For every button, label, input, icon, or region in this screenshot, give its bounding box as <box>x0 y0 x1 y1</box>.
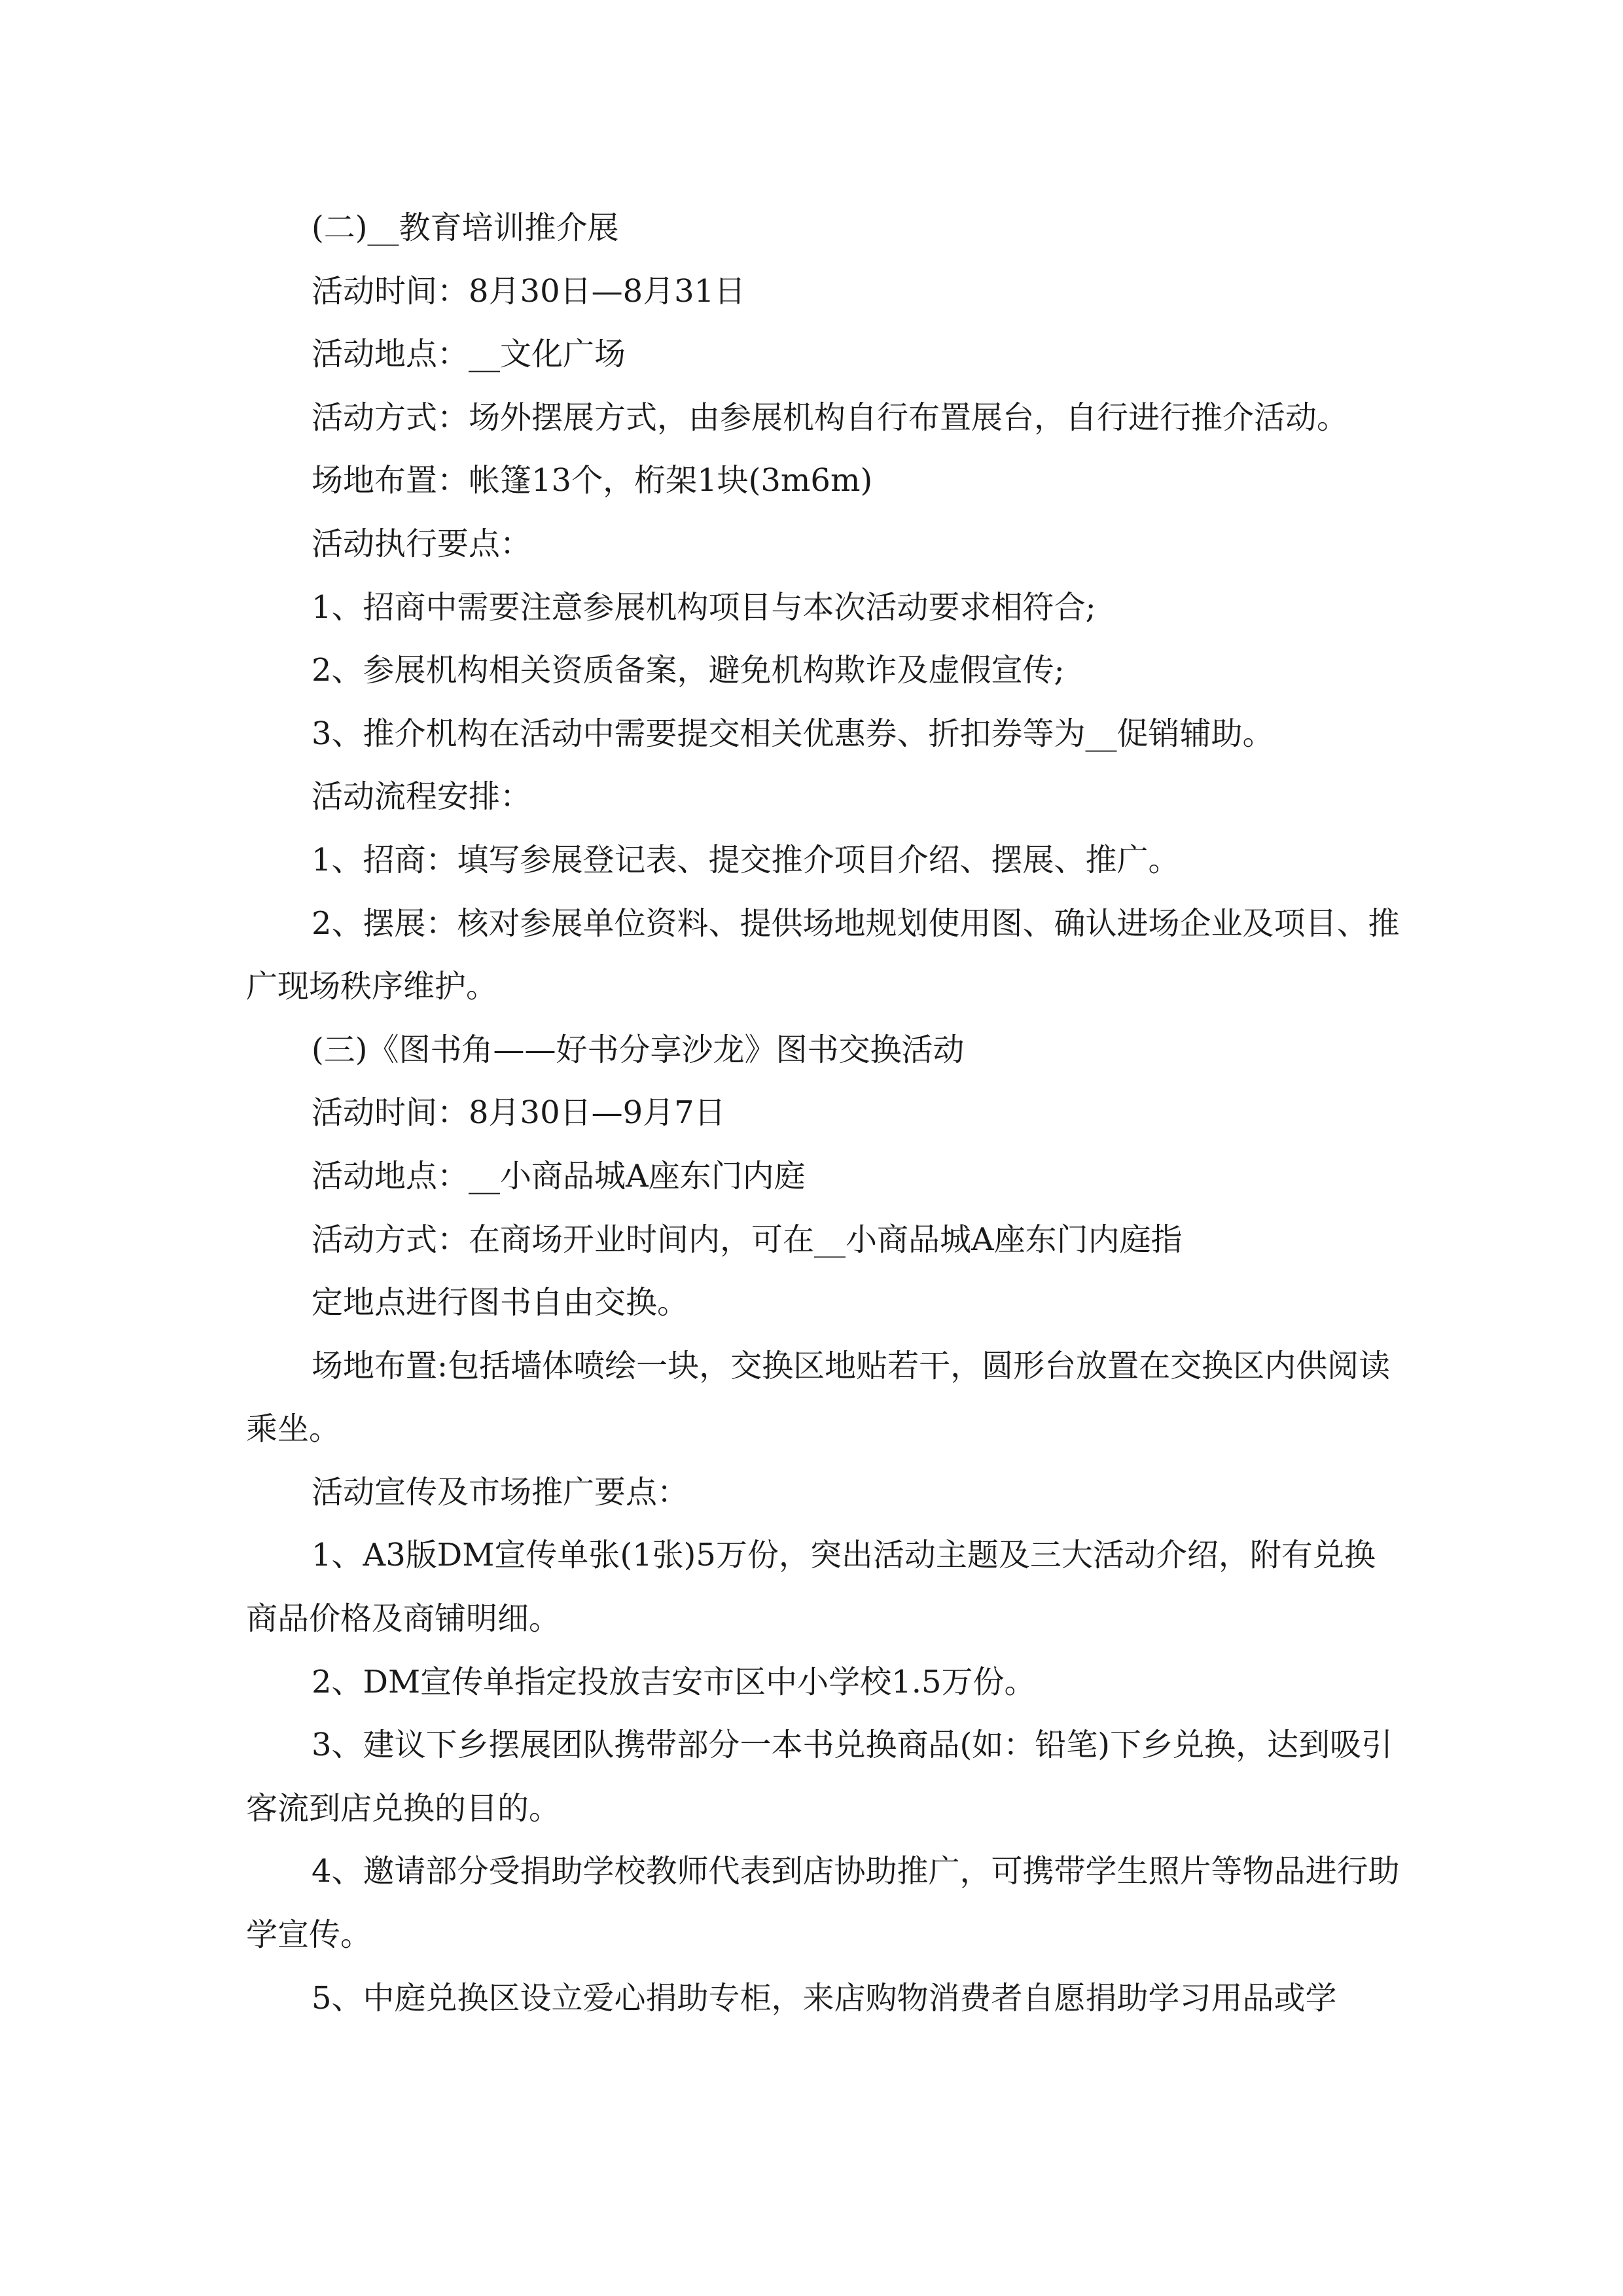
book-corner-location: 活动地点：__小商品城A座东门内庭 <box>312 1157 806 1194</box>
promotion-points-heading: 活动宣传及市场推广要点： <box>312 1473 689 1511</box>
education-fair-method: 活动方式：场外摆展方式，由参展机构自行布置展台，自行进行推介活动。 <box>312 399 1349 436</box>
process-step-2: 2、摆展：核对参展单位资料、提供场地规划使用图、确认进场企业及项目、推广现场秩序维护。 <box>246 905 1400 1005</box>
section-heading-education-fair: (二)__教育培训推介展 <box>312 209 619 246</box>
execution-point-3: 3、推介机构在活动中需要提交相关优惠券、折扣券等为__促销辅助。 <box>312 715 1274 752</box>
promotion-point-1: 1、A3版DM宣传单张(1张)5万份，突出活动主题及三大活动介绍，附有兑换商品价格及商铺明细。 <box>246 1537 1376 1638</box>
education-fair-time: 活动时间：8月30日—8月31日 <box>312 272 746 310</box>
promotion-point-2: 2、DM宣传单指定投放吉安市区中小学校1.5万份。 <box>312 1663 1036 1700</box>
book-corner-venue-setup: 场地布置:包括墙体喷绘一块，交换区地贴若干，圆形台放置在交换区内供阅读乘坐。 <box>246 1347 1391 1448</box>
process-heading: 活动流程安排： <box>312 778 532 816</box>
education-fair-location: 活动地点：__文化广场 <box>312 336 626 373</box>
execution-point-1: 1、招商中需要注意参展机构项目与本次活动要求相符合; <box>312 588 1096 626</box>
promotion-point-4: 4、邀请部分受捐助学校教师代表到店协助推广，可携带学生照片等物品进行助学宣传。 <box>246 1853 1400 1954</box>
book-corner-time: 活动时间：8月30日—9月7日 <box>312 1094 726 1132</box>
book-corner-method-continued: 定地点进行图书自由交换。 <box>312 1284 689 1321</box>
section-heading-book-corner: (三)《图书角——好书分享沙龙》图书交换活动 <box>312 1031 965 1068</box>
promotion-point-3: 3、建议下乡摆展团队携带部分一本书兑换商品(如：铅笔)下乡兑换，达到吸引客流到店兑换的目的。 <box>246 1727 1393 1827</box>
process-step-1: 1、招商：填写参展登记表、提交推介项目介绍、摆展、推广。 <box>312 841 1180 878</box>
execution-point-2: 2、参展机构相关资质备案，避免机构欺诈及虚假宣传; <box>312 652 1065 689</box>
book-corner-method: 活动方式：在商场开业时间内，可在__小商品城A座东门内庭指 <box>312 1221 1183 1258</box>
document-body <box>246 196 1404 2030</box>
education-fair-venue-setup: 场地布置：帐篷13个，桁架1块(3m6m) <box>312 462 873 499</box>
execution-points-heading: 活动执行要点： <box>312 525 532 562</box>
promotion-point-5: 5、中庭兑换区设立爱心捐助专柜，来店购物消费者自愿捐助学习用品或学 <box>312 1979 1337 2017</box>
